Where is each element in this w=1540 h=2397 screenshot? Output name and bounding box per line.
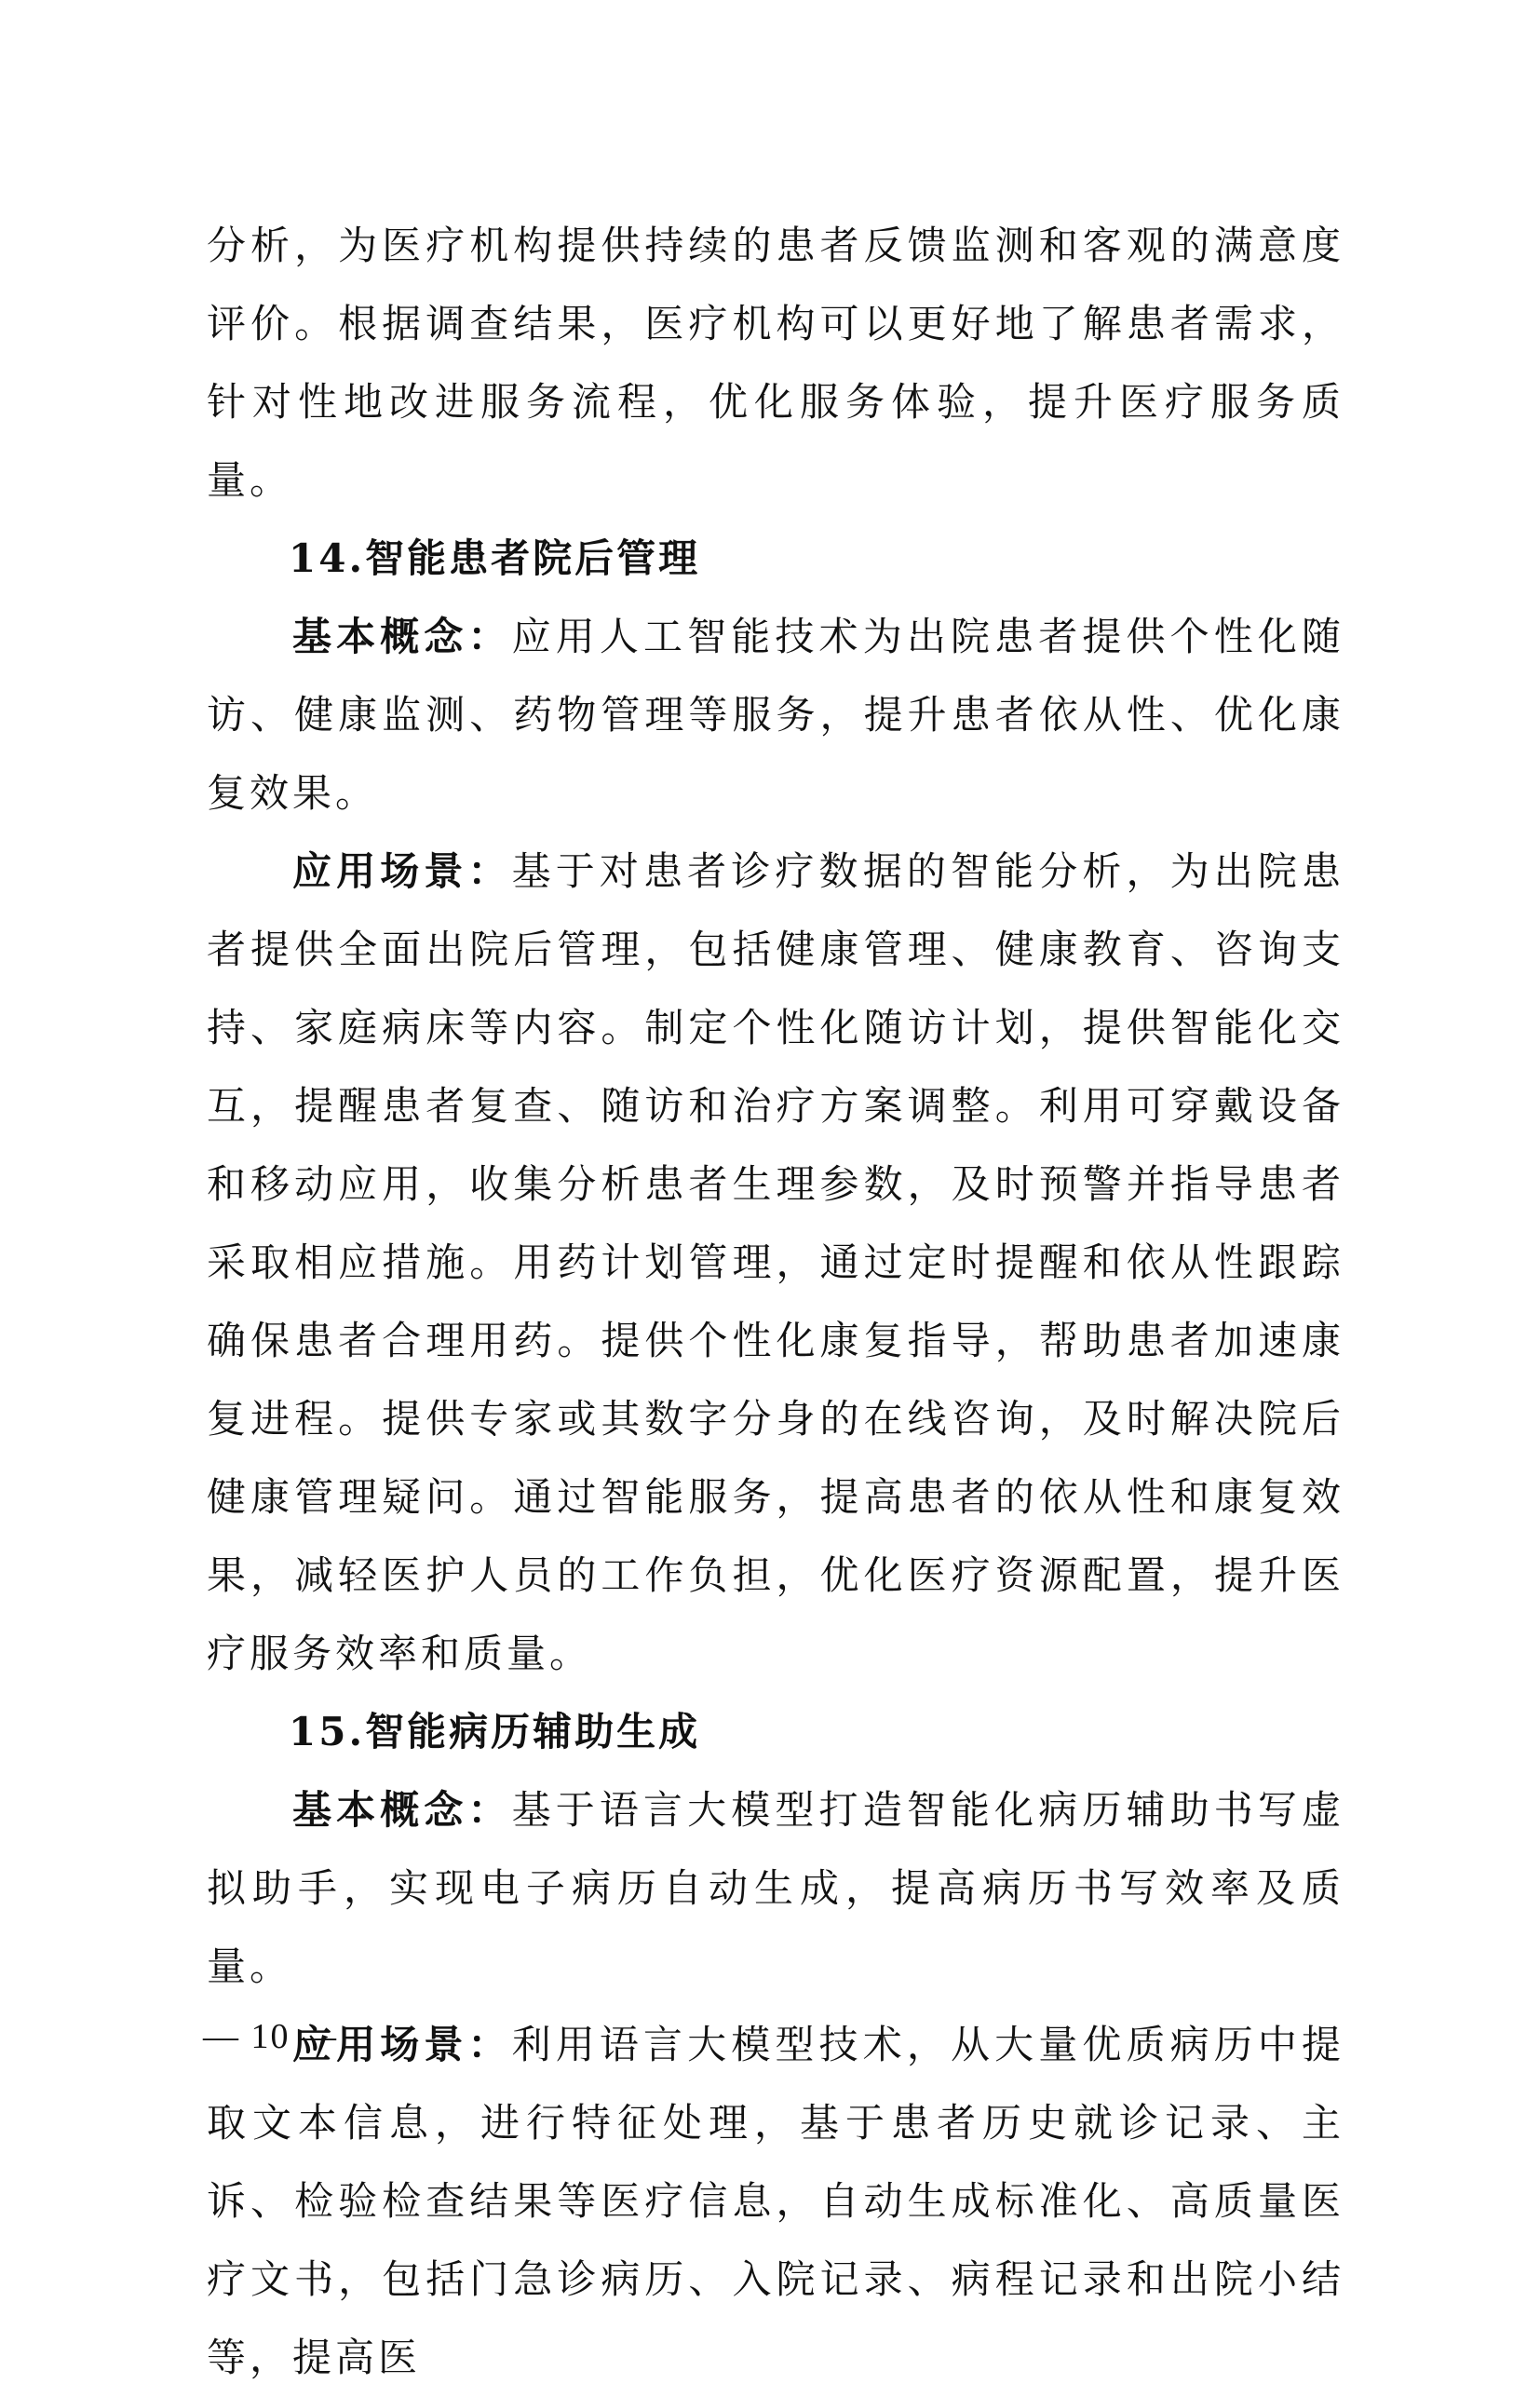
section-14-scene-paragraph	[207, 833, 1344, 1693]
intro-paragraph: 分析，为医疗机构提供持续的患者反馈监测和客观的满意度评价。根据调查结果，医疗机构可以更好地了解患者需求，针对性地改进服务流程，优化服务体验，提升医疗服务质量。	[207, 223, 1344, 503]
scene-text: 基于对患者诊疗数据的智能分析，为出院患者提供全面出院后管理，包括健康管理、健康教育、咨询支持、家庭病床等内容。制定个性化随访计划，提供智能化交互，提醒患者复查、随访和治疗方案调整。利用可穿戴设备和移动应用，收集分析患者生理参数，及时预警并指导患者采取相应措施。用药计划管理，通过定时提醒和依从性跟踪确保患者合理用药。提供个性化康复指导，帮助患者加速康复进程。提供专家或其数字分身的在线咨询，及时解决院后健康管理疑问。通过智能服务，提高患者的依从性和康复效果，减轻医护人员的工作负担，优化医疗资源配置，提升医疗服务效率和质量。	[207, 848, 1344, 1676]
section-15-scene-paragraph	[207, 2006, 1344, 2397]
page-number: — 10 —	[203, 2017, 338, 2056]
concept-text: 基于语言大模型打造智能化病历辅助书写虚拟助手，实现电子病历自动生成，提高病历书写效率及质量。	[207, 1787, 1344, 1989]
section-14-concept-paragraph	[207, 598, 1344, 833]
section-15-heading: 15.智能病历辅助生成	[289, 1709, 701, 1754]
document-body	[207, 207, 1344, 2397]
concept-label: 基本概念：	[292, 614, 512, 659]
scene-text: 利用语言大模型技术，从大量优质病历中提取文本信息，进行特征处理，基于患者历史就诊记录、主诉、检验检查结果等医疗信息，自动生成标准化、高质量医疗文书，包括门急诊病历、入院记录、病程记录和出院小结等，提高医	[207, 2022, 1344, 2380]
scene-label: 应用场景：	[292, 2022, 512, 2067]
section-14-heading: 14.智能患者院后管理	[289, 535, 701, 581]
concept-label: 基本概念：	[292, 1787, 512, 1833]
concept-text: 应用人工智能技术为出院患者提供个性化随访、健康监测、药物管理等服务，提升患者依从性、优化康复效果。	[207, 614, 1344, 816]
section-15-concept-paragraph	[207, 1771, 1344, 2006]
scene-label: 应用场景：	[292, 848, 512, 894]
